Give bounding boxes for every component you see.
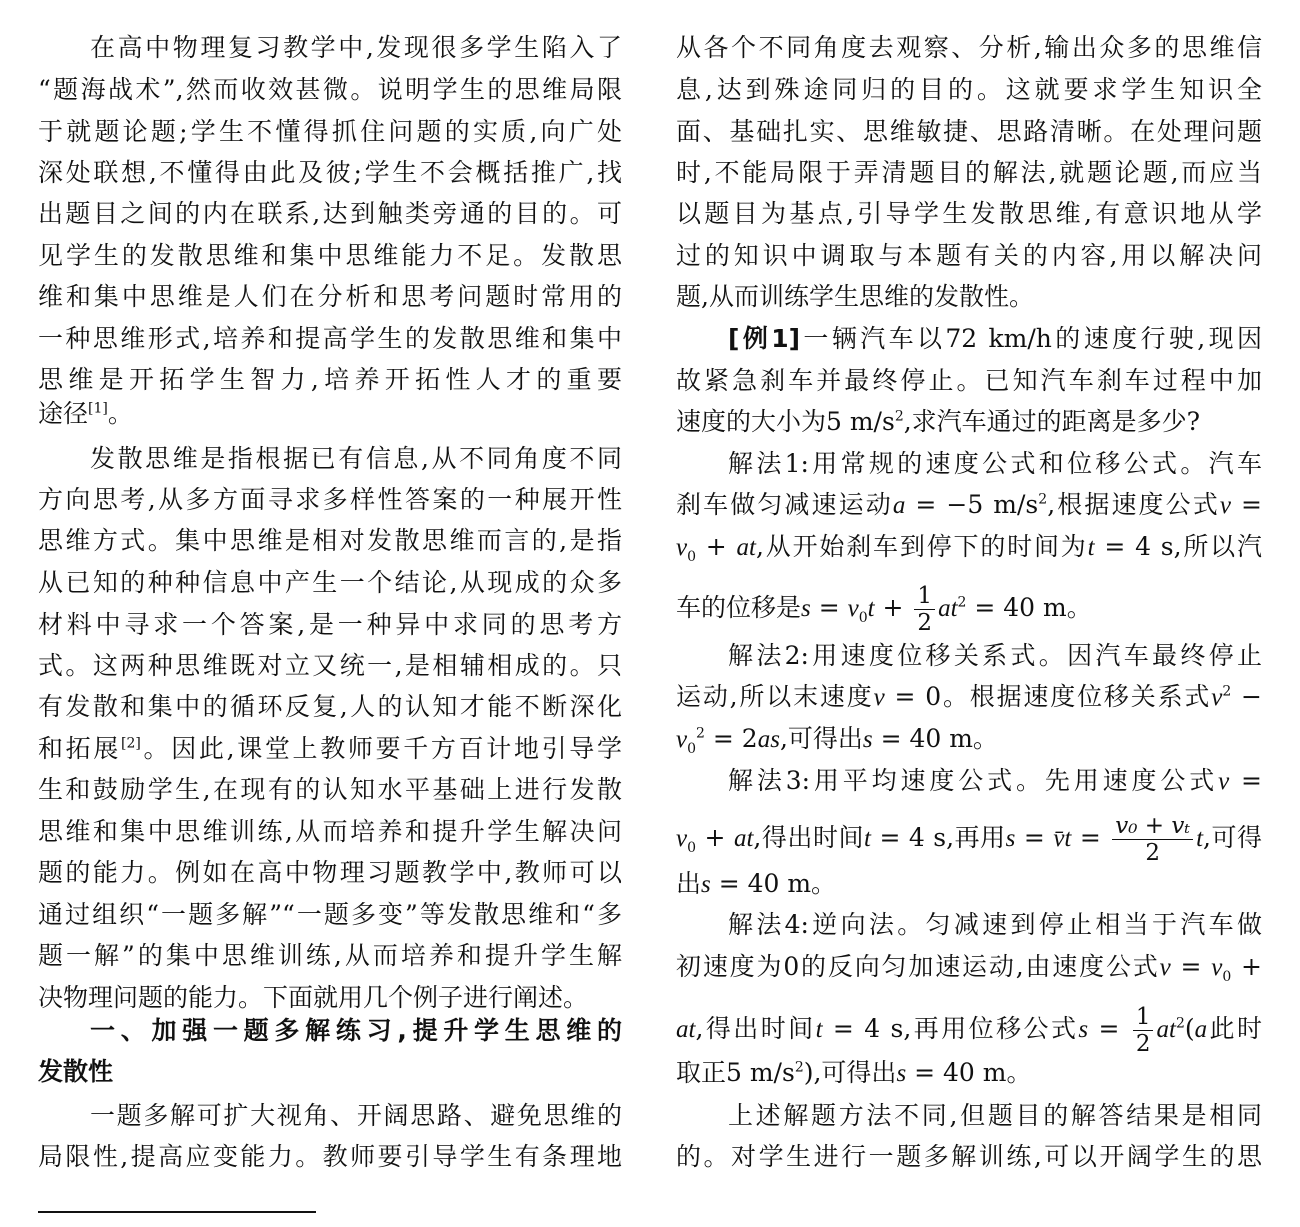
text-segment: 。 bbox=[107, 399, 133, 428]
math-variable: at bbox=[736, 534, 756, 561]
text-line bbox=[676, 639, 1262, 673]
text-segment: 一、加强一题多解练习,提升学生思维的 bbox=[90, 1016, 622, 1045]
text-segment: = 40 m。 bbox=[872, 724, 998, 753]
superscript: 2 bbox=[894, 408, 904, 425]
text-segment: 局限性,提高应变能力。教师要引导学生有条理地 bbox=[38, 1142, 622, 1171]
superscript: 2 bbox=[794, 1059, 804, 1076]
fraction-denominator: 2 bbox=[917, 610, 933, 636]
superscript: 2 bbox=[957, 594, 967, 611]
text-segment: 深处联想,不懂得由此及彼;学生不会概括推广,找 bbox=[38, 158, 622, 187]
text-segment: = bbox=[810, 593, 848, 622]
math-variable: s bbox=[862, 726, 873, 753]
text-segment: 维和集中思维是人们在分析和思考问题时常用的 bbox=[38, 282, 622, 311]
math-variable: as bbox=[757, 726, 780, 753]
text-segment: = bbox=[1071, 823, 1110, 852]
superscript: 2 bbox=[696, 725, 705, 742]
text-segment: = 40 m。 bbox=[710, 869, 837, 898]
fraction-numerator: 1 bbox=[914, 583, 935, 610]
text-line bbox=[38, 280, 622, 314]
text-segment: = 0。根据速度位移关系式 bbox=[884, 682, 1212, 711]
math-variable: s bbox=[701, 871, 711, 898]
text-segment: ,得出时间 bbox=[753, 823, 865, 852]
text-line bbox=[676, 813, 1263, 866]
math-variable: at bbox=[1156, 1016, 1176, 1043]
text-segment: 有发散和集中的循环反复,人的认知才能不断深化 bbox=[38, 692, 622, 721]
subscript: 0 bbox=[1222, 969, 1232, 985]
text-line bbox=[676, 530, 1262, 564]
superscript: 2 bbox=[1175, 1015, 1185, 1032]
math-variable: v bbox=[1159, 954, 1171, 981]
text-segment: ,求汽车通过的距离是多少? bbox=[903, 407, 1201, 436]
text-line bbox=[38, 363, 622, 397]
text-segment: 式。这两种思维既对立又统一,是相辅相成的。只 bbox=[38, 651, 622, 680]
text-line bbox=[676, 488, 1262, 522]
text-line bbox=[38, 397, 622, 431]
citation-ref: [1] bbox=[88, 400, 108, 417]
math-variable: v bbox=[1211, 954, 1223, 981]
text-segment: 发散性 bbox=[38, 1057, 114, 1086]
text-segment: 材料中寻求一个答案,是一种异中求同的思考方 bbox=[38, 610, 622, 639]
section-heading-line bbox=[38, 1014, 622, 1048]
math-variable: s bbox=[1005, 825, 1016, 852]
text-segment: = −5 m/s bbox=[905, 490, 1039, 519]
text-line bbox=[38, 690, 622, 724]
text-segment: 思维是开拓学生智力,培养开拓性人才的重要 bbox=[38, 365, 622, 394]
text-line bbox=[38, 483, 622, 517]
text-segment: − bbox=[1231, 682, 1263, 711]
math-variable: s bbox=[1078, 1016, 1089, 1043]
math-variable: t bbox=[867, 595, 875, 622]
text-segment: 决物理问题的能力。下面就用几个例子进行阐述。 bbox=[38, 983, 589, 1012]
text-segment: ,得出时间 bbox=[695, 1014, 816, 1043]
math-variable: v bbox=[847, 595, 859, 622]
text-segment: = 2 bbox=[704, 724, 758, 753]
text-segment: = bbox=[1230, 490, 1262, 519]
math-variable: v̄t bbox=[1053, 825, 1072, 852]
fraction-numerator: v₀ + vₜ bbox=[1112, 813, 1193, 840]
text-line bbox=[38, 566, 622, 600]
text-line bbox=[38, 1099, 622, 1133]
text-segment: = 4 s,再用 bbox=[870, 823, 1006, 852]
text-line bbox=[38, 115, 622, 149]
text-line bbox=[676, 197, 1262, 231]
text-segment: 。因此,课堂上教师要千方百计地引导学 bbox=[140, 734, 622, 763]
text-segment: 取正5 m/s bbox=[676, 1058, 795, 1087]
text-segment: 此时 bbox=[1207, 1014, 1262, 1043]
math-variable: at bbox=[938, 595, 958, 622]
text-segment: = 40 m。 bbox=[906, 1058, 1032, 1087]
subscript: 0 bbox=[687, 840, 697, 856]
math-variable: a bbox=[1194, 1016, 1208, 1043]
citation-ref: [2] bbox=[121, 735, 141, 752]
superscript: 2 bbox=[1222, 683, 1232, 700]
text-segment: 和拓展 bbox=[38, 734, 122, 763]
math-variable: v bbox=[1218, 768, 1230, 795]
text-segment: = bbox=[1229, 766, 1262, 795]
text-line bbox=[38, 898, 622, 932]
text-segment: = 40 m。 bbox=[966, 593, 1092, 622]
text-segment: + bbox=[1231, 952, 1262, 981]
text-line bbox=[676, 722, 1262, 756]
text-line bbox=[676, 280, 1262, 314]
text-line bbox=[38, 856, 622, 890]
math-variable: t bbox=[815, 1016, 823, 1043]
text-segment: 思维方式。集中思维是相对发散思维而言的,是指 bbox=[38, 526, 622, 555]
text-segment: = 4 s,再用位移公式 bbox=[822, 1014, 1079, 1043]
math-variable: v bbox=[676, 534, 688, 561]
subscript: 0 bbox=[687, 741, 697, 757]
text-line bbox=[38, 197, 622, 231]
text-segment: ),可得出 bbox=[803, 1058, 897, 1087]
text-line bbox=[38, 1140, 622, 1174]
text-line bbox=[676, 1056, 1262, 1090]
text-segment: 解法3:用平均速度公式。先用速度公式 bbox=[728, 766, 1219, 795]
text-segment: 时,不能局限于弄清题目的解法,就题论题,而应当 bbox=[676, 158, 1262, 187]
text-segment: 见学生的发散思维和集中思维能力不足。发散思 bbox=[38, 241, 622, 270]
example-label: [例1] bbox=[728, 324, 801, 353]
text-segment: 在高中物理复习教学中,发现很多学生陷入了 bbox=[90, 33, 622, 62]
text-line bbox=[38, 524, 622, 558]
math-variable: at bbox=[733, 825, 754, 852]
superscript: 2 bbox=[1038, 491, 1048, 508]
text-segment: 刹车做匀减速运动 bbox=[676, 490, 893, 519]
text-line bbox=[38, 31, 622, 65]
math-variable: s bbox=[801, 595, 811, 622]
text-segment: 生和鼓励学生,在现有的认知水平基础上进行发散 bbox=[38, 775, 622, 804]
text-segment: + bbox=[696, 823, 734, 852]
text-line bbox=[676, 156, 1262, 190]
text-line bbox=[38, 239, 622, 273]
text-segment: 题的能力。例如在高中物理习题教学中,教师可以 bbox=[38, 858, 622, 887]
text-line bbox=[38, 773, 622, 807]
fraction bbox=[1133, 1004, 1154, 1057]
text-line bbox=[38, 981, 622, 1015]
text-segment: 题,从而训练学生思维的发散性。 bbox=[676, 282, 1034, 311]
text-segment: = 4 s,所以汽 bbox=[1094, 532, 1263, 561]
text-line bbox=[38, 156, 622, 190]
math-variable: v bbox=[1219, 492, 1231, 519]
text-line bbox=[676, 322, 1262, 356]
text-segment: 从各个不同角度去观察、分析,输出众多的思维信 bbox=[676, 33, 1262, 62]
text-segment: 途径 bbox=[38, 399, 89, 428]
text-segment: 通过组织“一题多解”“一题多变”等发散思维和“多 bbox=[38, 900, 622, 929]
text-line bbox=[676, 364, 1262, 398]
fraction-numerator: 1 bbox=[1133, 1004, 1154, 1031]
math-variable: t bbox=[864, 825, 871, 852]
math-variable: v bbox=[1211, 684, 1223, 711]
text-segment: 解法1:用常规的速度公式和位移公式。汽车 bbox=[728, 449, 1262, 478]
fraction bbox=[1112, 813, 1193, 866]
text-segment: 出 bbox=[676, 869, 702, 898]
text-segment: 息,达到殊途同归的目的。这就要求学生知识全 bbox=[676, 75, 1262, 104]
text-segment: 出题目之间的内在联系,达到触类旁通的目的。可 bbox=[38, 199, 622, 228]
math-variable: s bbox=[896, 1060, 907, 1087]
footnote-divider bbox=[38, 1211, 316, 1213]
text-line bbox=[38, 442, 622, 476]
text-segment: 方向思考,从多方面寻求多样性答案的一种展开性 bbox=[38, 485, 622, 514]
math-variable: a bbox=[892, 492, 906, 519]
text-line bbox=[676, 73, 1262, 107]
text-segment: + bbox=[696, 532, 737, 561]
text-segment: 初速度为0的反向匀加速运动,由速度公式 bbox=[676, 952, 1160, 981]
text-segment: 解法2:用速度位移关系式。因汽车最终停止 bbox=[728, 641, 1262, 670]
text-line bbox=[676, 764, 1262, 798]
fraction-denominator: 2 bbox=[1145, 840, 1160, 866]
text-segment: 一辆汽车以72 km/h的速度行驶,现因 bbox=[800, 324, 1262, 353]
math-variable: v bbox=[676, 825, 688, 852]
text-line bbox=[676, 583, 1262, 636]
text-segment: ,可得出 bbox=[779, 724, 863, 753]
text-segment: 从已知的种种信息中产生一个结论,从现成的众多 bbox=[38, 568, 622, 597]
text-segment: 一题多解可扩大视角、开阔思路、避免思维的 bbox=[90, 1101, 622, 1130]
section-heading-line bbox=[38, 1055, 622, 1089]
text-segment: = bbox=[1088, 1014, 1130, 1043]
text-line bbox=[38, 608, 622, 642]
text-segment: = bbox=[1015, 823, 1054, 852]
text-segment: 速度的大小为5 m/s bbox=[676, 407, 895, 436]
text-segment: 车的位移是 bbox=[676, 593, 802, 622]
text-segment: “题海战术”,然而收效甚微。说明学生的思维局限 bbox=[38, 75, 622, 104]
text-segment: 思维和集中思维训练,从而培养和提升学生解决问 bbox=[38, 817, 622, 846]
text-line bbox=[38, 732, 622, 766]
text-line bbox=[676, 1140, 1262, 1174]
math-variable: t bbox=[1087, 534, 1095, 561]
text-segment: 的。对学生进行一题多解训练,可以开阔学生的思 bbox=[676, 1142, 1262, 1171]
text-line bbox=[676, 680, 1262, 714]
text-segment: 题一解”的集中思维训练,从而培养和提升学生解 bbox=[38, 941, 622, 970]
subscript: 0 bbox=[687, 549, 697, 565]
text-segment: 解法4:逆向法。匀减速到停止相当于汽车做 bbox=[728, 910, 1262, 939]
math-variable: v bbox=[676, 726, 688, 753]
text-segment: + bbox=[874, 593, 912, 622]
text-line bbox=[676, 867, 1262, 901]
math-variable: at bbox=[676, 1016, 696, 1043]
text-segment: ,可得 bbox=[1203, 823, 1263, 852]
text-segment: ,从开始刹车到停下的时间为 bbox=[755, 532, 1088, 561]
text-line bbox=[676, 31, 1262, 65]
text-line bbox=[38, 73, 622, 107]
text-line bbox=[676, 405, 1262, 439]
text-segment: 上述解题方法不同,但题目的解答结果是相同 bbox=[728, 1101, 1262, 1130]
text-line bbox=[676, 239, 1262, 273]
fraction bbox=[914, 583, 935, 636]
text-line bbox=[676, 115, 1262, 149]
text-segment: 运动,所以末速度 bbox=[676, 682, 874, 711]
text-segment: 面、基础扎实、思维敏捷、思路清晰。在处理问题 bbox=[676, 117, 1262, 146]
text-segment: 以题目为基点,引导学生发散思维,有意识地从学 bbox=[676, 199, 1262, 228]
text-line bbox=[676, 908, 1262, 942]
text-line bbox=[38, 939, 622, 973]
text-segment: 发散思维是指根据已有信息,从不同角度不同 bbox=[90, 444, 622, 473]
subscript: 0 bbox=[858, 610, 868, 626]
text-segment: 于就题论题;学生不懂得抓住问题的实质,向广处 bbox=[38, 117, 622, 146]
fraction-denominator: 2 bbox=[1135, 1031, 1151, 1057]
text-line bbox=[38, 649, 622, 683]
text-line bbox=[38, 322, 622, 356]
text-line bbox=[38, 815, 622, 849]
text-segment: = bbox=[1170, 952, 1212, 981]
math-variable: t bbox=[1196, 825, 1204, 852]
text-segment: 故紧急刹车并最终停止。已知汽车刹车过程中加 bbox=[676, 366, 1262, 395]
math-variable: v bbox=[873, 684, 885, 711]
text-line bbox=[676, 447, 1262, 481]
text-line bbox=[676, 950, 1262, 984]
text-segment: 一种思维形式,培养和提高学生的发散思维和集中 bbox=[38, 324, 622, 353]
text-segment: 过的知识中调取与本题有关的内容,用以解决问 bbox=[676, 241, 1262, 270]
text-segment: ( bbox=[1184, 1014, 1195, 1043]
text-line bbox=[676, 1099, 1262, 1133]
text-segment: ,根据速度公式 bbox=[1047, 490, 1220, 519]
text-line bbox=[676, 1004, 1262, 1057]
